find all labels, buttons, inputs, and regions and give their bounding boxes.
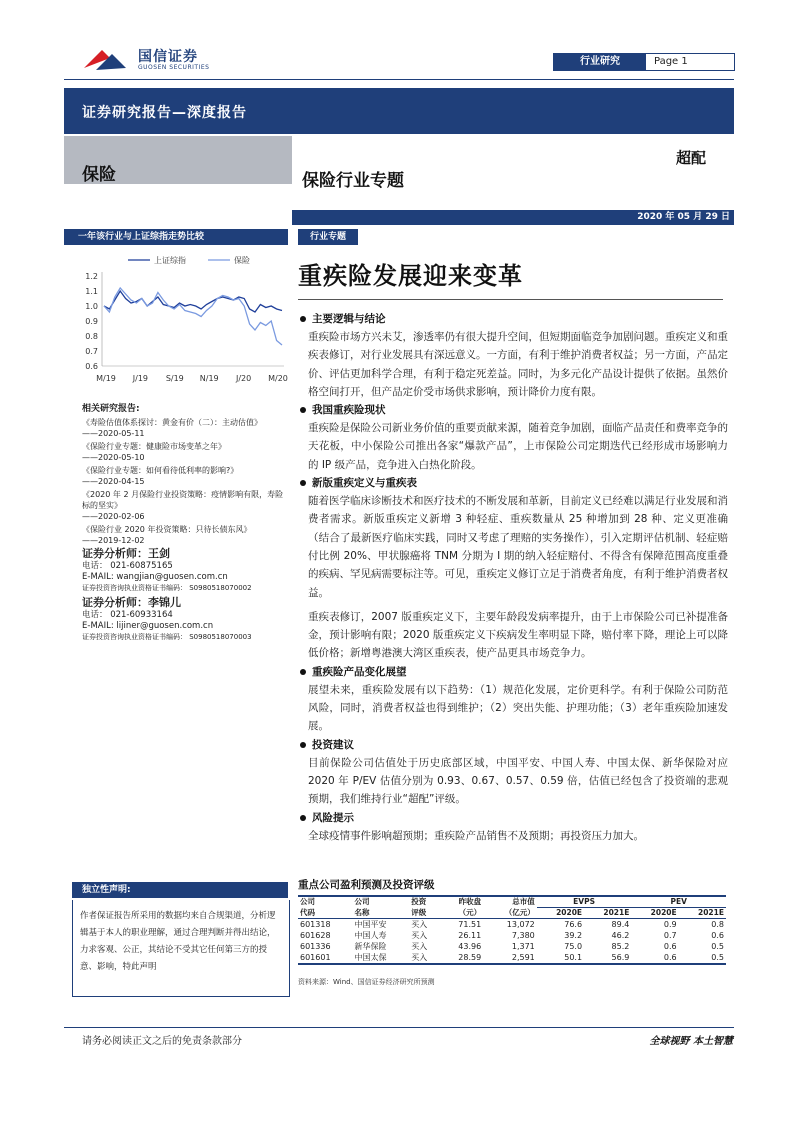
table-source: 资料来源：Wind、国信证券经济研究所预测 bbox=[298, 978, 435, 986]
table-header: EVPS bbox=[537, 896, 632, 908]
page-number: Page 1 bbox=[654, 56, 688, 67]
y-tick-label: 0.6 bbox=[85, 362, 98, 371]
bullet-icon bbox=[300, 815, 306, 821]
guosen-logo-icon bbox=[82, 46, 130, 72]
table-header: 代码 bbox=[298, 908, 352, 919]
table-header: 公司 bbox=[298, 896, 352, 908]
section bbox=[298, 809, 728, 845]
logo-name-cn: 国信证券 bbox=[138, 49, 198, 65]
table-row: 601628 中国人寿 买入 26.11 7,380 39.2 46.2 0.7 0.6 bbox=[300, 931, 724, 940]
analyst-email[interactable]: E-MAIL: lijiner@guosen.com.cn bbox=[82, 621, 214, 631]
related-date: ——2019-12-02 bbox=[82, 536, 145, 545]
footer-slogan: 全球视野 本土智慧 bbox=[649, 1036, 733, 1047]
bullet-icon bbox=[300, 669, 306, 675]
analyst-phone: 电话： 021-60933164 bbox=[82, 610, 173, 620]
section-heading: 重疾险产品变化展望 bbox=[312, 665, 407, 678]
legend-label: 保险 bbox=[234, 256, 250, 265]
section-paragraph: 展望未来，重疾险发展有以下趋势：（1）规范化发展，定价更科学。有利于保险公司防范风险，同时，消费者权益也得到维护；（2）突出失能、护理功能；（3）老年重疾险加速发展。 bbox=[308, 683, 728, 733]
related-item[interactable] bbox=[82, 524, 288, 546]
disclaimer-heading: 独立性声明: bbox=[72, 882, 288, 898]
related-heading: 相关研究报告: bbox=[82, 404, 140, 414]
page-indicator bbox=[553, 53, 735, 71]
table-row: 601336 新华保险 买入 43.96 1,371 75.0 85.2 0.6 0.5 bbox=[300, 942, 724, 951]
section-heading: 我国重疾险现状 bbox=[312, 404, 386, 417]
related-date: ——2020-02-06 bbox=[82, 512, 145, 521]
table-row: 601601 中国太保 买入 28.59 2,591 50.1 56.9 0.6 0.5 bbox=[300, 953, 724, 962]
main-content bbox=[298, 310, 728, 845]
performance-chart bbox=[72, 248, 292, 388]
table-header: 总市值 bbox=[483, 896, 537, 908]
table-header: 公司 bbox=[352, 896, 409, 908]
analyst-email[interactable]: E-MAIL: wangjian@guosen.com.cn bbox=[82, 572, 228, 582]
x-tick-label: N/19 bbox=[199, 374, 219, 383]
table-header: 名称 bbox=[352, 908, 409, 919]
y-tick-label: 1.0 bbox=[85, 302, 98, 311]
section-paragraph: 随着医学临床诊断技术和医疗技术的不断发展和革新，目前定义已经难以满足行业发展和消费者需求。新版重疾定义新增 3 种轻症、重疾数量从 25 种增加到 28 种、定义更准确（结合了最新医疗临床实践，同时又考虑了理赔的实务操作），引入定期评估机制、轻症赔付比例 20%、甲状腺癌将 TNM 分期为 I 期的纳入轻症赔付、不得含有保障范围高度重叠的疾病、罕见病需要标注等。可见，重疾定义修订立足于消费者角度，有利于维护消费者权益。 bbox=[308, 495, 728, 599]
analyst-label: 证券分析师： bbox=[82, 547, 148, 560]
title-rule bbox=[298, 299, 723, 300]
section-heading: 新版重疾定义与重疾表 bbox=[312, 477, 417, 490]
valuation-table bbox=[298, 895, 726, 965]
sector-name: 保险 bbox=[82, 165, 116, 185]
x-tick-label: M/19 bbox=[96, 374, 116, 383]
y-tick-label: 0.7 bbox=[85, 347, 98, 356]
section-heading: 风险提示 bbox=[312, 811, 354, 824]
related-title: 《保险行业专题：健康险市场变革之年》 bbox=[82, 442, 226, 451]
bullet-icon bbox=[300, 742, 306, 748]
x-tick-label: J/19 bbox=[132, 374, 149, 383]
x-tick-label: S/19 bbox=[165, 374, 184, 383]
analyst-card bbox=[82, 595, 288, 643]
chart-heading: 一年该行业与上证综指走势比较 bbox=[64, 229, 288, 245]
related-date: ——2020-05-10 bbox=[82, 453, 145, 462]
report-date: 2020 年 05 月 29 日 bbox=[637, 212, 730, 222]
bullet-icon bbox=[300, 316, 306, 322]
footer-disclaimer: 请务必阅读正文之后的免责条款部分 bbox=[82, 1036, 242, 1047]
footer-rule bbox=[64, 1027, 734, 1028]
analyst-license: 证券投资咨询执业资格证书编码： S0980518070003 bbox=[82, 633, 252, 641]
section-paragraph: 重疾表修订，2007 版重疾定义下，主要年龄段发病率提升，由于上市保险公司已补提准备金，预计影响有限；2020 版重疾定义下疾病发生率明显下降，赔付率下降，理论上可以降低价格；新增粤港澳大湾区重疾表，使产品更具市场竞争力。 bbox=[308, 610, 728, 660]
bullet-icon bbox=[300, 407, 306, 413]
section bbox=[298, 310, 728, 401]
report-subject: 保险行业专题 bbox=[302, 171, 404, 191]
analyst-license: 证券投资咨询执业资格证书编码： S0980518070002 bbox=[82, 584, 252, 592]
table-header: 2020E bbox=[537, 908, 584, 919]
report-type-label: 行业研究 bbox=[554, 54, 646, 70]
section-paragraph: 重疾险市场方兴未艾，渗透率仍有很大提升空间，但短期面临竞争加剧问题。重疾定义和重疾表修订，对行业发展具有深远意义。一方面，有利于维护消费者权益；另一方面，产品定价、评估更加科学合理，有利于稳定死差益。同时，为多元化产品设计提供了依据。虽然价格空间打开，但产品定价受市场供求影响，预计降价力度有限。 bbox=[308, 331, 728, 398]
section-paragraph: 全球疫情事件影响超预期；重疾险产品销售不及预期；再投资压力加大。 bbox=[308, 829, 644, 842]
table-header: PEV bbox=[631, 896, 726, 908]
related-item[interactable] bbox=[82, 489, 288, 522]
table-header: （亿元） bbox=[483, 908, 537, 919]
legend-label: 上证综指 bbox=[154, 256, 186, 265]
related-title: 《寿险估值体系探讨：黄金有价（二）：主动估值》 bbox=[82, 418, 262, 427]
series-line-1 bbox=[104, 288, 282, 345]
section bbox=[298, 401, 728, 474]
analyst-phone: 电话： 021-60875165 bbox=[82, 561, 173, 571]
table-header: 投资 bbox=[409, 896, 441, 908]
section bbox=[298, 736, 728, 809]
report-tag: 行业专题 bbox=[298, 229, 358, 245]
y-tick-label: 0.8 bbox=[85, 332, 98, 341]
x-tick-label: J/20 bbox=[235, 374, 252, 383]
related-title: 《2020 年 2 月保险行业投资策略：疫情影响有限，寿险标的坚实》 bbox=[82, 490, 284, 510]
related-item[interactable] bbox=[82, 441, 288, 463]
header-rule bbox=[64, 79, 734, 80]
related-title: 《保险行业专题：如何看待低利率的影响?》 bbox=[82, 466, 239, 475]
bullet-icon bbox=[300, 480, 306, 486]
related-item[interactable] bbox=[82, 417, 288, 439]
related-item[interactable] bbox=[82, 465, 288, 487]
related-date: ——2020-05-11 bbox=[82, 429, 145, 438]
table-header: 昨收盘 bbox=[441, 896, 483, 908]
section-paragraph: 目前保险公司估值处于历史底部区域，中国平安、中国人寿、中国太保、新华保险对应 2020 年 P/EV 估值分别为 0.93、0.67、0.57、0.59 倍，估值已经包含了投资端的悲观预期，我们维持行业“超配”评级。 bbox=[308, 756, 728, 806]
table-header: 2021E bbox=[679, 908, 726, 919]
section-heading: 投资建议 bbox=[312, 738, 354, 751]
y-tick-label: 0.9 bbox=[85, 317, 98, 326]
related-reports bbox=[82, 404, 288, 548]
analyst-name: 李锦儿 bbox=[148, 596, 181, 609]
report-title: 重疾险发展迎来变革 bbox=[298, 262, 523, 290]
analyst-label: 证券分析师： bbox=[82, 596, 148, 609]
logo-name-en: GUOSEN SECURITIES bbox=[138, 64, 210, 71]
table-row: 601318 中国平安 买入 71.51 13,072 76.6 89.4 0.9 0.8 bbox=[300, 920, 724, 929]
section bbox=[298, 663, 728, 736]
analyst-name: 王剑 bbox=[148, 547, 170, 560]
y-tick-label: 1.2 bbox=[85, 272, 98, 281]
analyst-card bbox=[82, 546, 288, 594]
section-heading: 主要逻辑与结论 bbox=[312, 313, 386, 325]
table-header: 2020E bbox=[631, 908, 678, 919]
rating-badge: 超配 bbox=[676, 149, 707, 167]
table-title: 重点公司盈利预测及投资评级 bbox=[298, 879, 435, 891]
section-paragraph: 重疾险是保险公司新业务价值的重要贡献来源，随着竞争加剧，面临产品责任和费率竞争的天花板，中小保险公司推出各家“爆款产品”，上市保险公司定期迭代已经形成市场影响力的 IP 级产品，竞争进入白热化阶段。 bbox=[308, 422, 728, 471]
y-tick-label: 1.1 bbox=[85, 287, 98, 296]
disclaimer-text: 作者保证报告所采用的数据均来自合规渠道，分析逻辑基于本人的职业理解，通过合理判断并得出结论，力求客观、公正，其结论不受其它任何第三方的授意、影响，特此声明 bbox=[80, 911, 276, 972]
banner-title: 证券研究报告—深度报告 bbox=[82, 105, 247, 121]
x-tick-label: M/20 bbox=[268, 374, 288, 383]
related-date: ——2020-04-15 bbox=[82, 477, 145, 486]
section bbox=[298, 474, 728, 663]
table-header: 评级 bbox=[409, 908, 441, 919]
table-header: （元） bbox=[441, 908, 483, 919]
related-title: 《保险行业 2020 年投资策略：只待长债东风》 bbox=[82, 525, 252, 534]
series-line-0 bbox=[104, 291, 282, 312]
table-header: 2021E bbox=[584, 908, 631, 919]
